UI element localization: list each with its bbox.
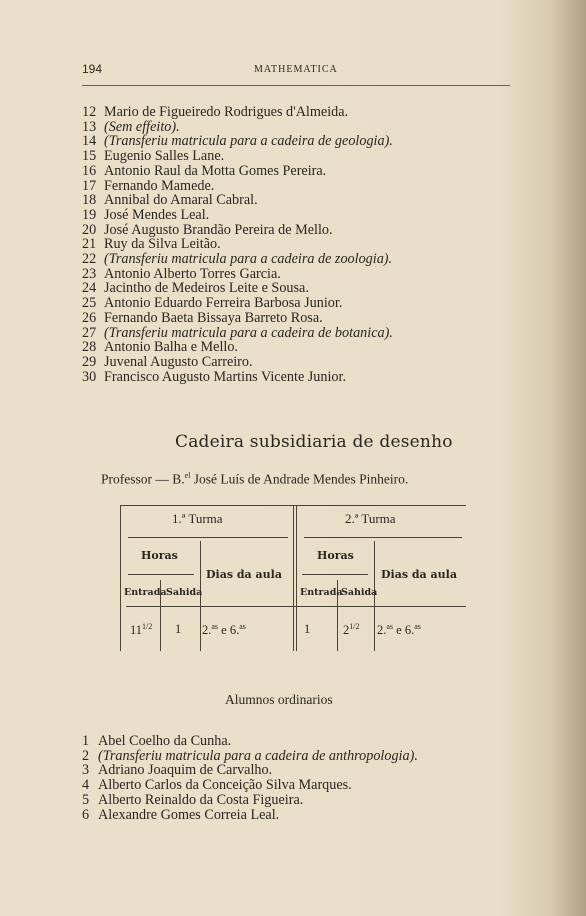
turma-2-heading: 2.ª Turma bbox=[345, 511, 396, 526]
item-text: Annibal do Amaral Cabral. bbox=[104, 192, 258, 209]
list-item bbox=[82, 267, 522, 282]
turma-2-entrada: 1 bbox=[304, 622, 311, 636]
sahida-label-1: Sahida bbox=[166, 587, 203, 598]
list-item bbox=[82, 734, 522, 749]
entrada-label-2: Entrada bbox=[300, 587, 343, 598]
turma-2-dias bbox=[377, 622, 421, 638]
item-number: 18 bbox=[82, 192, 97, 209]
dias-part: 2. bbox=[202, 623, 212, 638]
item-text: Alberto Reinaldo da Costa Figueira. bbox=[98, 791, 304, 808]
table-middle-rule-2 bbox=[296, 505, 297, 651]
item-number: 2 bbox=[82, 747, 90, 764]
professor-line bbox=[101, 471, 408, 488]
list-item bbox=[82, 134, 522, 149]
list-item bbox=[82, 778, 522, 793]
section-title: Cadeira subsidiaria de desenho bbox=[175, 432, 453, 452]
list-item bbox=[82, 281, 522, 296]
turma-underline-2 bbox=[304, 537, 462, 538]
turma-1-entrada bbox=[130, 622, 152, 638]
list-item bbox=[82, 311, 522, 326]
dias-sup: as bbox=[211, 622, 219, 631]
list-item bbox=[82, 237, 522, 252]
list-item bbox=[82, 252, 522, 267]
list-item bbox=[82, 355, 522, 370]
entrada-label-1: Entrada bbox=[124, 587, 167, 598]
list-item bbox=[82, 763, 522, 778]
turma-1-heading: 1.ª Turma bbox=[172, 511, 223, 526]
list-item bbox=[82, 808, 522, 823]
professor-abbrev-sup: el bbox=[184, 471, 191, 480]
item-text: Adriano Joaquim de Carvalho. bbox=[98, 762, 273, 779]
item-number: 27 bbox=[82, 324, 97, 341]
page-number: 194 bbox=[82, 62, 103, 76]
item-text: José Mendes Leal. bbox=[104, 206, 210, 223]
horas-brace-1 bbox=[128, 574, 194, 575]
item-text: Alberto Carlos da Conceição Silva Marques. bbox=[98, 777, 352, 794]
item-text: Juvenal Augusto Carreiro. bbox=[104, 353, 253, 370]
item-text: José Augusto Brandão Pereira de Mello. bbox=[104, 221, 333, 238]
item-text: (Transferiu matricula para a cadeira de geologia). bbox=[104, 133, 393, 150]
alumnos-list bbox=[82, 734, 522, 822]
list-item bbox=[82, 193, 522, 208]
dias-heading-2: Dias da aula bbox=[381, 568, 457, 581]
item-number: 5 bbox=[82, 791, 90, 808]
list-item bbox=[82, 749, 522, 764]
page-gutter-shadow bbox=[552, 0, 586, 916]
item-number: 13 bbox=[82, 118, 97, 135]
sahida-fraction: 1/2 bbox=[349, 622, 360, 631]
list-item bbox=[82, 208, 522, 223]
item-text: Eugenio Salles Lane. bbox=[104, 148, 225, 165]
list-item bbox=[82, 223, 522, 238]
turma-underline-1 bbox=[128, 537, 288, 538]
turma-2-sahida bbox=[343, 622, 359, 638]
item-text: Abel Coelho da Cunha. bbox=[98, 733, 232, 749]
list-item bbox=[82, 370, 522, 385]
item-text: Antonio Raul da Motta Gomes Pereira. bbox=[104, 162, 327, 179]
professor-name: José Luís de Andrade Mendes Pinheiro. bbox=[190, 471, 409, 487]
item-number: 19 bbox=[82, 206, 97, 223]
item-text: Antonio Alberto Torres Garcia. bbox=[104, 265, 281, 282]
dias-sup: as bbox=[386, 622, 394, 631]
list-item bbox=[82, 120, 522, 135]
item-text: (Sem effeito). bbox=[104, 118, 180, 135]
item-text: Antonio Eduardo Ferreira Barbosa Junior. bbox=[104, 295, 343, 312]
sahida-whole: 2 bbox=[343, 623, 350, 638]
turma-1-dias bbox=[202, 622, 246, 638]
item-number: 23 bbox=[82, 265, 97, 282]
list-item bbox=[82, 296, 522, 311]
item-text: Francisco Augusto Martins Vicente Junior. bbox=[104, 368, 347, 385]
list-item bbox=[82, 793, 522, 808]
student-list bbox=[82, 105, 522, 384]
list-item bbox=[82, 149, 522, 164]
item-number: 20 bbox=[82, 221, 97, 238]
header-rule bbox=[82, 85, 510, 86]
list-item bbox=[82, 164, 522, 179]
list-item bbox=[82, 179, 522, 194]
horas-heading-2: Horas bbox=[317, 549, 354, 562]
item-number: 28 bbox=[82, 339, 97, 356]
item-text: (Transferiu matricula para a cadeira de anthropologia). bbox=[98, 747, 418, 764]
item-number: 25 bbox=[82, 295, 97, 312]
item-number: 21 bbox=[82, 236, 97, 253]
dias-heading-1: Dias da aula bbox=[206, 568, 282, 581]
dias-sup: as bbox=[414, 622, 421, 631]
item-text: Fernando Baeta Bissaya Barreto Rosa. bbox=[104, 309, 323, 326]
list-item bbox=[82, 105, 522, 120]
item-number: 24 bbox=[82, 280, 97, 297]
dias-part: e 6. bbox=[218, 623, 240, 638]
item-number: 29 bbox=[82, 353, 97, 370]
item-text: Fernando Mamede. bbox=[104, 177, 215, 194]
item-text: Alexandre Gomes Correia Leal. bbox=[98, 806, 280, 823]
schedule-table bbox=[118, 505, 468, 653]
alumnos-heading: Alumnos ordinarios bbox=[225, 692, 333, 707]
item-number: 15 bbox=[82, 148, 97, 165]
item-number: 4 bbox=[82, 777, 90, 794]
item-number: 30 bbox=[82, 368, 97, 385]
item-text: Antonio Balha e Mello. bbox=[104, 339, 238, 356]
item-text: Jacintho de Medeiros Leite e Sousa. bbox=[104, 280, 309, 297]
page-header bbox=[82, 62, 510, 82]
dias-sup: as bbox=[239, 622, 246, 631]
item-text: Mario de Figueiredo Rodrigues d'Almeida. bbox=[104, 104, 349, 120]
list-item bbox=[82, 326, 522, 341]
table-middle-rule bbox=[293, 505, 294, 651]
subheader-rule bbox=[126, 606, 466, 607]
professor-prefix: Professor — B. bbox=[101, 471, 185, 487]
sahida-label-2: Sahida bbox=[341, 587, 378, 598]
item-number: 1 bbox=[82, 733, 90, 749]
item-text: Ruy da Silva Leitão. bbox=[104, 236, 221, 253]
item-number: 26 bbox=[82, 309, 97, 326]
horas-brace-2 bbox=[302, 574, 368, 575]
dias-part: 2. bbox=[377, 623, 387, 638]
item-text: (Transferiu matricula para a cadeira de zoologia). bbox=[104, 251, 393, 268]
item-number: 16 bbox=[82, 162, 97, 179]
item-number: 3 bbox=[82, 762, 90, 779]
item-text: (Transferiu matricula para a cadeira de botanica). bbox=[104, 324, 393, 341]
entrada-fraction: 1/2 bbox=[142, 622, 153, 631]
item-number: 17 bbox=[82, 177, 97, 194]
running-title: MATHEMATICA bbox=[254, 64, 338, 75]
item-number: 14 bbox=[82, 133, 97, 150]
turma-1-sahida: 1 bbox=[175, 622, 182, 636]
horas-heading-1: Horas bbox=[141, 549, 178, 562]
entrada-whole: 11 bbox=[130, 623, 143, 638]
list-item bbox=[82, 340, 522, 355]
item-number: 6 bbox=[82, 806, 90, 823]
dias-part: e 6. bbox=[393, 623, 415, 638]
table-left-rule bbox=[120, 505, 121, 651]
item-number: 22 bbox=[82, 251, 97, 268]
item-number: 12 bbox=[82, 104, 97, 120]
